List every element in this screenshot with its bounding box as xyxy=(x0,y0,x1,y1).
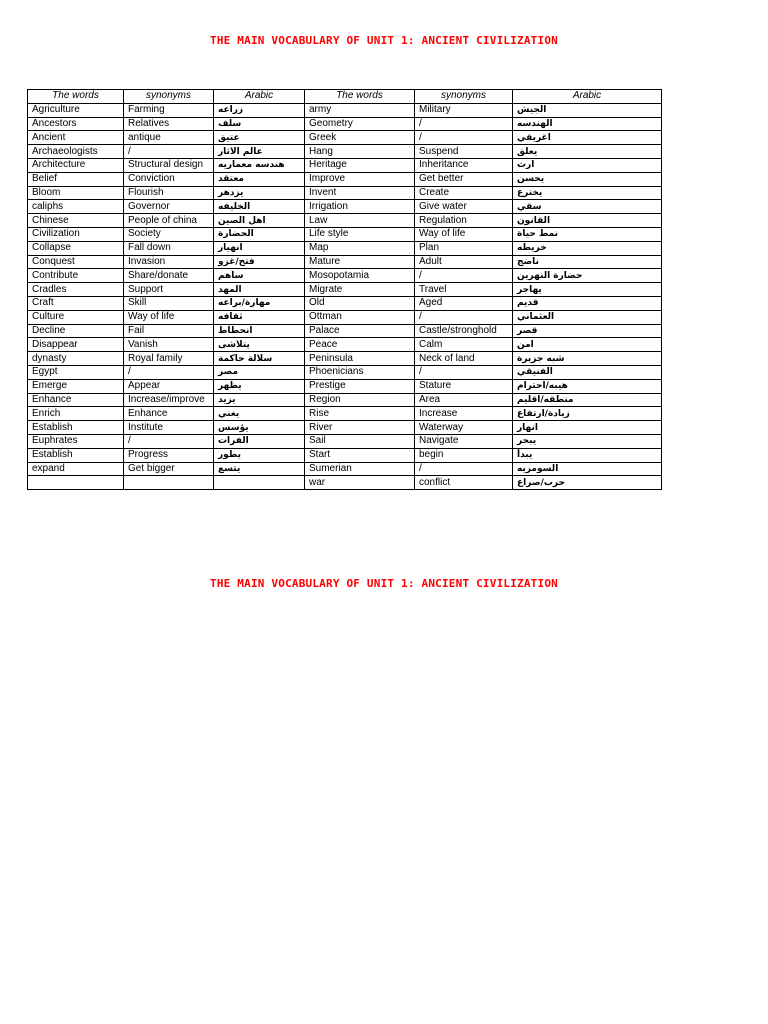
column-header-arabic: Arabic xyxy=(214,90,305,104)
arabic-cell: يزيد xyxy=(214,393,305,407)
table-row xyxy=(28,338,662,352)
arabic-cell: امن xyxy=(513,338,662,352)
arabic-cell: ناضج xyxy=(513,255,662,269)
arabic-cell: الحضارة xyxy=(214,227,305,241)
word-cell: Enhance xyxy=(28,393,124,407)
word-cell: Ancient xyxy=(28,131,124,145)
arabic-cell: يزدهر xyxy=(214,186,305,200)
arabic-cell: منطقه/اقليم xyxy=(513,393,662,407)
word-cell: Mosopotamia xyxy=(305,269,415,283)
synonym-cell: Structural design xyxy=(124,158,214,172)
arabic-cell: يتلاشى xyxy=(214,338,305,352)
word-cell: Geometry xyxy=(305,117,415,131)
synonym-cell: Regulation xyxy=(415,214,513,228)
word-cell: Euphrates xyxy=(28,434,124,448)
synonym-cell: Increase xyxy=(415,407,513,421)
arabic-cell: يظهر xyxy=(214,379,305,393)
word-cell: expand xyxy=(28,462,124,476)
arabic-cell: المهد xyxy=(214,283,305,297)
synonym-cell: Invasion xyxy=(124,255,214,269)
word-cell: Heritage xyxy=(305,158,415,172)
synonym-cell: Adult xyxy=(415,255,513,269)
table-row xyxy=(28,448,662,462)
synonym-cell: / xyxy=(415,462,513,476)
header-row xyxy=(28,90,662,104)
synonym-cell: Military xyxy=(415,103,513,117)
table-row xyxy=(28,434,662,448)
table-row xyxy=(28,421,662,435)
synonym-cell: / xyxy=(415,131,513,145)
arabic-cell: الهندسه xyxy=(513,117,662,131)
arabic-cell: يغني xyxy=(214,407,305,421)
word-cell: Craft xyxy=(28,296,124,310)
synonym-cell: Calm xyxy=(415,338,513,352)
arabic-cell: سلف xyxy=(214,117,305,131)
arabic-cell: قصر xyxy=(513,324,662,338)
synonym-cell: Stature xyxy=(415,379,513,393)
arabic-cell: يخترع xyxy=(513,186,662,200)
word-cell: Improve xyxy=(305,172,415,186)
arabic-cell: انهيار xyxy=(214,241,305,255)
synonym-cell: Neck of land xyxy=(415,352,513,366)
synonym-cell: Inheritance xyxy=(415,158,513,172)
table-row xyxy=(28,145,662,159)
arabic-cell: فتح/غزو xyxy=(214,255,305,269)
word-cell: Palace xyxy=(305,324,415,338)
arabic-cell: مهارة/براعه xyxy=(214,296,305,310)
word-cell: Mature xyxy=(305,255,415,269)
word-cell: Cradles xyxy=(28,283,124,297)
arabic-cell: انهار xyxy=(513,421,662,435)
word-cell: Belief xyxy=(28,172,124,186)
table-row xyxy=(28,214,662,228)
synonym-cell: Castle/stronghold xyxy=(415,324,513,338)
table-row xyxy=(28,172,662,186)
table-row xyxy=(28,200,662,214)
table-row xyxy=(28,227,662,241)
table-row xyxy=(28,407,662,421)
arabic-cell: خريطه xyxy=(513,241,662,255)
word-cell: Architecture xyxy=(28,158,124,172)
synonym-cell: People of china xyxy=(124,214,214,228)
word-cell: Life style xyxy=(305,227,415,241)
arabic-cell: هيبه/احترام xyxy=(513,379,662,393)
synonym-cell: Vanish xyxy=(124,338,214,352)
word-cell: Archaeologists xyxy=(28,145,124,159)
table-row xyxy=(28,117,662,131)
word-cell: Ottman xyxy=(305,310,415,324)
synonym-cell: / xyxy=(124,434,214,448)
synonym-cell: Conviction xyxy=(124,172,214,186)
table-row xyxy=(28,352,662,366)
word-cell: Peninsula xyxy=(305,352,415,366)
word-cell: war xyxy=(305,476,415,490)
word-cell: Disappear xyxy=(28,338,124,352)
word-cell: Region xyxy=(305,393,415,407)
word-cell: dynasty xyxy=(28,352,124,366)
column-header-words: The words xyxy=(305,90,415,104)
word-cell: Emerge xyxy=(28,379,124,393)
arabic-cell: الخليفه xyxy=(214,200,305,214)
word-cell: caliphs xyxy=(28,200,124,214)
word-cell: Chinese xyxy=(28,214,124,228)
word-cell: Agriculture xyxy=(28,103,124,117)
column-header-synonyms: synonyms xyxy=(124,90,214,104)
word-cell: Decline xyxy=(28,324,124,338)
word-cell: Phoenicians xyxy=(305,365,415,379)
column-header-arabic: Arabic xyxy=(513,90,662,104)
synonym-cell: Support xyxy=(124,283,214,297)
word-cell: Prestige xyxy=(305,379,415,393)
synonym-cell: Give water xyxy=(415,200,513,214)
page-title: THE MAIN VOCABULARY OF UNIT 1: ANCIENT CIVILIZATION xyxy=(210,34,558,47)
arabic-cell: اغريقي xyxy=(513,131,662,145)
page-title-repeat: THE MAIN VOCABULARY OF UNIT 1: ANCIENT CIVILIZATION xyxy=(210,577,558,590)
synonym-cell: Suspend xyxy=(415,145,513,159)
word-cell: Sail xyxy=(305,434,415,448)
arabic-cell: هندسه معماريه xyxy=(214,158,305,172)
synonym-cell: Progress xyxy=(124,448,214,462)
arabic-cell: العثماني xyxy=(513,310,662,324)
arabic-cell: عالم الاثار xyxy=(214,145,305,159)
word-cell: Invent xyxy=(305,186,415,200)
synonym-cell: / xyxy=(415,269,513,283)
arabic-cell: القانون xyxy=(513,214,662,228)
synonym-cell: / xyxy=(124,365,214,379)
word-cell: Culture xyxy=(28,310,124,324)
arabic-cell: شبه جزيرة xyxy=(513,352,662,366)
table-body xyxy=(28,103,662,489)
table-row xyxy=(28,241,662,255)
table-row xyxy=(28,131,662,145)
word-cell: Ancestors xyxy=(28,117,124,131)
synonym-cell: Flourish xyxy=(124,186,214,200)
synonym-cell: / xyxy=(415,310,513,324)
table-row xyxy=(28,158,662,172)
arabic-cell: ساهم xyxy=(214,269,305,283)
arabic-cell: يعلق xyxy=(513,145,662,159)
arabic-cell: اهل الصين xyxy=(214,214,305,228)
word-cell: Migrate xyxy=(305,283,415,297)
synonym-cell: Relatives xyxy=(124,117,214,131)
synonym-cell: / xyxy=(415,117,513,131)
synonym-cell: Skill xyxy=(124,296,214,310)
table-row xyxy=(28,462,662,476)
synonym-cell: Area xyxy=(415,393,513,407)
arabic-cell: الفرات xyxy=(214,434,305,448)
table-row xyxy=(28,476,662,490)
table-row xyxy=(28,393,662,407)
arabic-cell: سقي xyxy=(513,200,662,214)
word-cell: Peace xyxy=(305,338,415,352)
arabic-cell: يبحر xyxy=(513,434,662,448)
word-cell: Old xyxy=(305,296,415,310)
table-row xyxy=(28,269,662,283)
arabic-cell xyxy=(214,476,305,490)
word-cell: Establish xyxy=(28,448,124,462)
word-cell: Civilization xyxy=(28,227,124,241)
synonym-cell: Appear xyxy=(124,379,214,393)
arabic-cell: زراعه xyxy=(214,103,305,117)
arabic-cell: نمط حياة xyxy=(513,227,662,241)
synonym-cell: Way of life xyxy=(415,227,513,241)
synonym-cell: Governor xyxy=(124,200,214,214)
table-row xyxy=(28,379,662,393)
synonym-cell: Fail xyxy=(124,324,214,338)
word-cell: Rise xyxy=(305,407,415,421)
column-header-words: The words xyxy=(28,90,124,104)
synonym-cell: Share/donate xyxy=(124,269,214,283)
synonym-cell xyxy=(124,476,214,490)
word-cell: River xyxy=(305,421,415,435)
arabic-cell: يحسن xyxy=(513,172,662,186)
word-cell: Irrigation xyxy=(305,200,415,214)
synonym-cell: Plan xyxy=(415,241,513,255)
arabic-cell: زيادة/ارتفاع xyxy=(513,407,662,421)
table-row xyxy=(28,310,662,324)
vocabulary-table xyxy=(27,89,662,490)
table-row xyxy=(28,365,662,379)
synonym-cell: / xyxy=(124,145,214,159)
word-cell xyxy=(28,476,124,490)
arabic-cell: السومريه xyxy=(513,462,662,476)
synonym-cell: Way of life xyxy=(124,310,214,324)
arabic-cell: يطور xyxy=(214,448,305,462)
word-cell: Egypt xyxy=(28,365,124,379)
synonym-cell: conflict xyxy=(415,476,513,490)
arabic-cell: سلالة حاكمة xyxy=(214,352,305,366)
synonym-cell: / xyxy=(415,365,513,379)
arabic-cell: حضارة النهرين xyxy=(513,269,662,283)
synonym-cell: Enhance xyxy=(124,407,214,421)
word-cell: Collapse xyxy=(28,241,124,255)
word-cell: Sumerian xyxy=(305,462,415,476)
word-cell: Enrich xyxy=(28,407,124,421)
arabic-cell: ثقافه xyxy=(214,310,305,324)
word-cell: army xyxy=(305,103,415,117)
arabic-cell: انحطاط xyxy=(214,324,305,338)
arabic-cell: يؤسس xyxy=(214,421,305,435)
arabic-cell: الفنيقي xyxy=(513,365,662,379)
synonym-cell: Institute xyxy=(124,421,214,435)
word-cell: Map xyxy=(305,241,415,255)
table-row xyxy=(28,186,662,200)
synonym-cell: Increase/improve xyxy=(124,393,214,407)
column-header-synonyms: synonyms xyxy=(415,90,513,104)
table-row xyxy=(28,103,662,117)
word-cell: Establish xyxy=(28,421,124,435)
synonym-cell: Aged xyxy=(415,296,513,310)
arabic-cell: ارث xyxy=(513,158,662,172)
synonym-cell: Waterway xyxy=(415,421,513,435)
synonym-cell: begin xyxy=(415,448,513,462)
synonym-cell: Royal family xyxy=(124,352,214,366)
table-row xyxy=(28,324,662,338)
word-cell: Start xyxy=(305,448,415,462)
arabic-cell: يتسع xyxy=(214,462,305,476)
table-row xyxy=(28,296,662,310)
arabic-cell: قديم xyxy=(513,296,662,310)
word-cell: Conquest xyxy=(28,255,124,269)
synonym-cell: Navigate xyxy=(415,434,513,448)
arabic-cell: يبدأ xyxy=(513,448,662,462)
word-cell: Bloom xyxy=(28,186,124,200)
word-cell: Greek xyxy=(305,131,415,145)
synonym-cell: antique xyxy=(124,131,214,145)
arabic-cell: يهاجر xyxy=(513,283,662,297)
arabic-cell: عتيق xyxy=(214,131,305,145)
word-cell: Hang xyxy=(305,145,415,159)
table-row xyxy=(28,283,662,297)
synonym-cell: Get bigger xyxy=(124,462,214,476)
word-cell: Contribute xyxy=(28,269,124,283)
arabic-cell: مصر xyxy=(214,365,305,379)
arabic-cell: معتقد xyxy=(214,172,305,186)
arabic-cell: الجيش xyxy=(513,103,662,117)
synonym-cell: Get better xyxy=(415,172,513,186)
synonym-cell: Create xyxy=(415,186,513,200)
synonym-cell: Fall down xyxy=(124,241,214,255)
synonym-cell: Farming xyxy=(124,103,214,117)
word-cell: Law xyxy=(305,214,415,228)
arabic-cell: حرب/صراع xyxy=(513,476,662,490)
synonym-cell: Society xyxy=(124,227,214,241)
synonym-cell: Travel xyxy=(415,283,513,297)
table-row xyxy=(28,255,662,269)
